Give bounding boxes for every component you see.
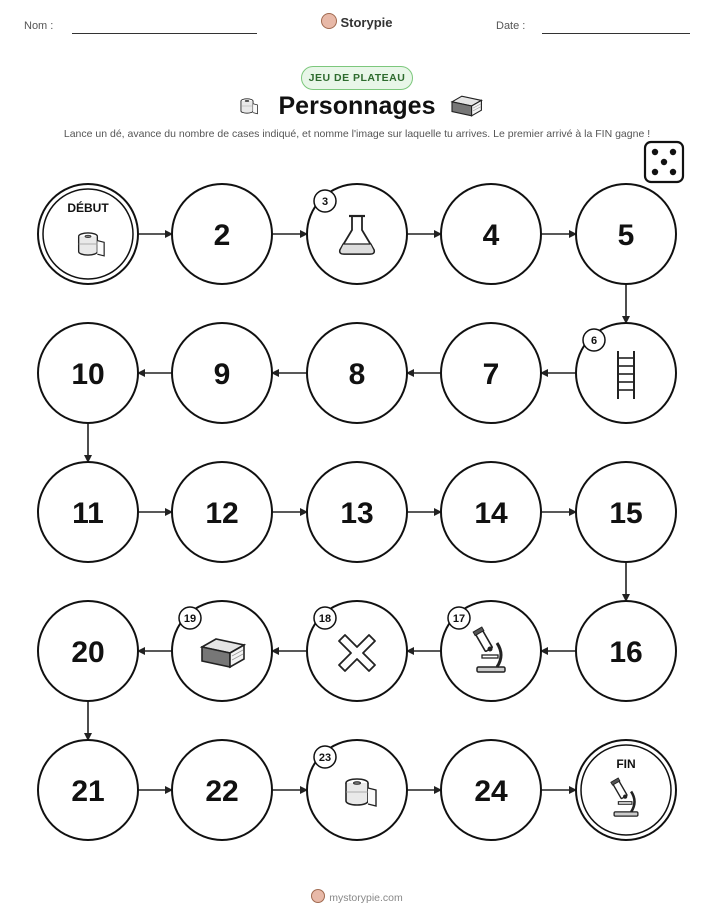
bear-icon [311, 889, 325, 903]
board-cell-18[interactable] [307, 601, 407, 701]
instructions: Lance un dé, avance du nombre de cases indiqué, et nomme l'image sur laquelle tu arrives. Le premier arrivé à la FIN gagne ! [63, 128, 651, 140]
cell-number: 5 [617, 219, 635, 252]
board-cell-3[interactable] [307, 184, 407, 284]
name-label: Nom : [24, 20, 54, 32]
board-cell-24[interactable] [441, 740, 541, 840]
cell-number: 16 [609, 636, 643, 669]
cell-number: 15 [609, 497, 643, 530]
board-cell-6[interactable] [576, 323, 676, 423]
cell-number: 24 [474, 775, 508, 808]
cell-number: 12 [205, 497, 239, 530]
cell-number: 8 [348, 358, 366, 391]
game-type-badge: JEU DE PLATEAU [301, 66, 413, 90]
cell-circle [576, 740, 676, 840]
book-icon [452, 96, 481, 116]
cell-number: 10 [71, 358, 105, 391]
board-cell-19[interactable] [172, 601, 272, 701]
date-label: Date : [496, 20, 526, 32]
cell-number: 3 [321, 196, 329, 208]
board-cell-25[interactable] [576, 740, 676, 840]
cell-number: 7 [482, 358, 500, 391]
board-cells [38, 184, 676, 840]
cell-number: 2 [213, 219, 231, 252]
board-cell-2[interactable] [172, 184, 272, 284]
board-cell-13[interactable] [307, 462, 407, 562]
dice-five-icon[interactable] [645, 142, 683, 182]
board-cell-10[interactable] [38, 323, 138, 423]
board-cell-7[interactable] [441, 323, 541, 423]
board-cell-15[interactable] [576, 462, 676, 562]
brand-name: Storypie [340, 15, 393, 30]
cell-number: 19 [183, 613, 197, 625]
cell-number: 23 [318, 752, 332, 764]
cell-number: 11 [72, 497, 104, 530]
board-cell-20[interactable] [38, 601, 138, 701]
board-cell-17[interactable] [441, 601, 541, 701]
board-cell-22[interactable] [172, 740, 272, 840]
board-cell-23[interactable] [307, 740, 407, 840]
board-cell-5[interactable] [576, 184, 676, 284]
start-label: DÉBUT [67, 201, 109, 215]
cell-number: 4 [482, 219, 500, 252]
footer [0, 889, 714, 904]
board-cell-14[interactable] [441, 462, 541, 562]
board-cell-1[interactable] [38, 184, 138, 284]
board-cell-8[interactable] [307, 323, 407, 423]
board-cell-21[interactable] [38, 740, 138, 840]
board-cell-12[interactable] [172, 462, 272, 562]
cell-number: 9 [213, 358, 231, 391]
cell-number: 14 [474, 497, 508, 530]
cell-number: 6 [590, 335, 598, 347]
cell-number: 17 [452, 613, 466, 625]
cell-number: 18 [318, 613, 332, 625]
cell-number: 20 [71, 636, 105, 669]
book-icon [202, 639, 244, 667]
board-cell-16[interactable] [576, 601, 676, 701]
page-title: Personnages [278, 92, 436, 120]
board-cell-9[interactable] [172, 323, 272, 423]
footer-url[interactable]: mystorypie.com [329, 892, 403, 904]
end-label: FIN [616, 757, 636, 771]
cell-number: 22 [205, 775, 239, 808]
board-cell-4[interactable] [441, 184, 541, 284]
cell-number: 21 [71, 775, 105, 808]
cell-number: 13 [340, 497, 374, 530]
board-cell-11[interactable] [38, 462, 138, 562]
toilet-paper-icon [241, 99, 258, 114]
